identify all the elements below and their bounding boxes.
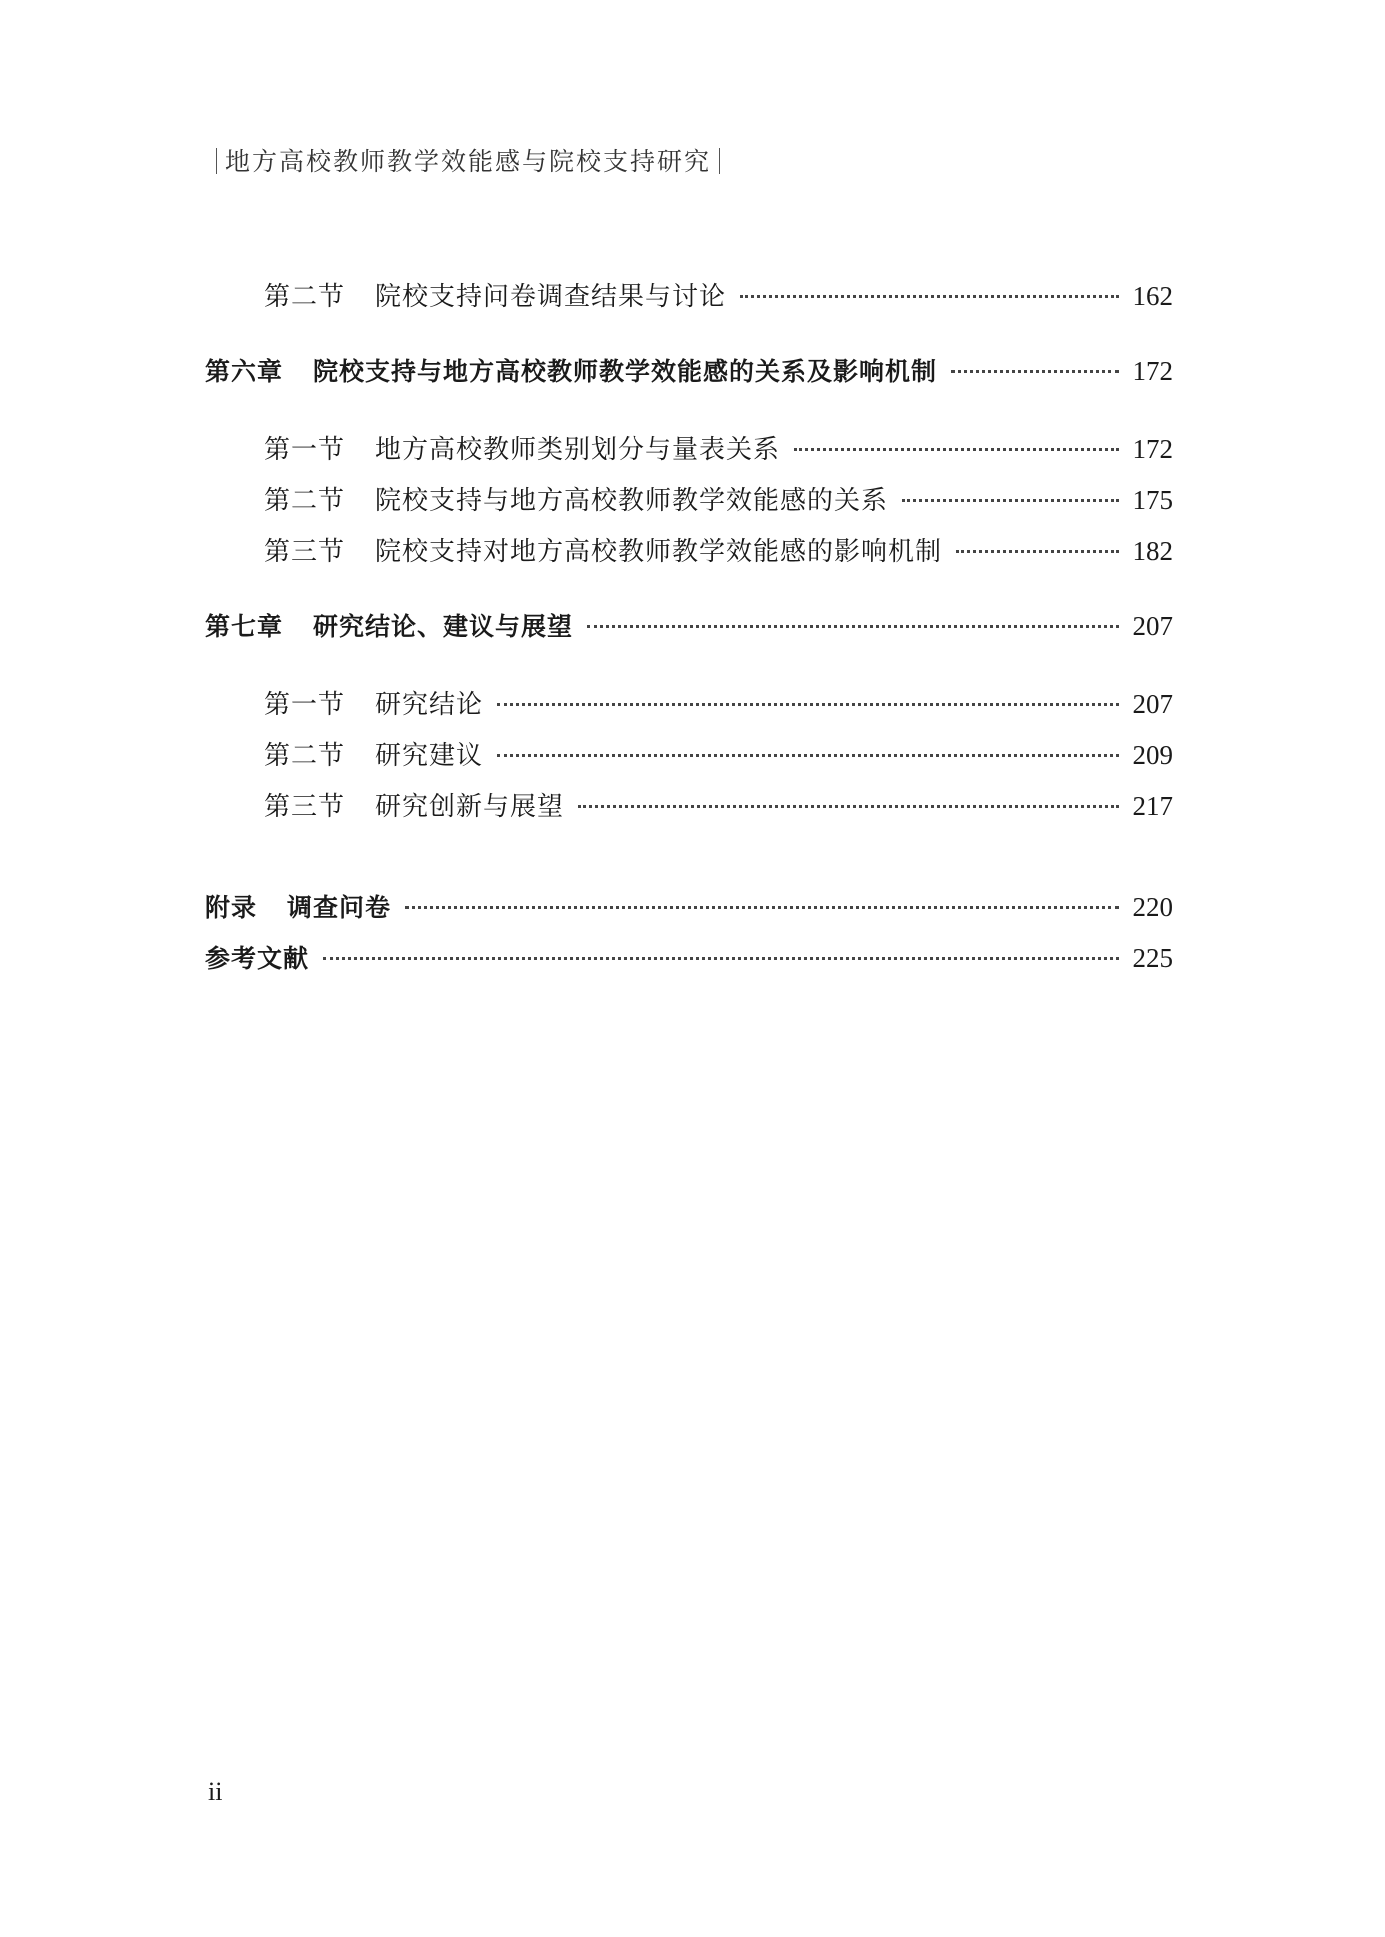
toc-references-entry[interactable]	[205, 939, 1173, 979]
toc-entry-page: 172	[1132, 434, 1173, 464]
toc-entry-title: 研究创新与展望	[375, 792, 565, 822]
toc-entry-title: 院校支持与地方高校教师教学效能感的关系	[375, 486, 889, 516]
toc-entry[interactable]	[264, 429, 1173, 469]
toc-entry-page: 207	[1132, 611, 1173, 641]
dot-leader	[951, 370, 1118, 373]
toc-entry[interactable]	[264, 786, 1173, 826]
dot-leader	[323, 957, 1118, 960]
toc-entry-page: 220	[1132, 892, 1173, 922]
toc-entry-title: 参考文献	[205, 944, 310, 973]
toc-entry-title: 研究建议	[375, 741, 484, 771]
toc-entry-page: 209	[1132, 740, 1173, 770]
toc-entry-label: 第二节	[264, 282, 346, 312]
toc-entry[interactable]	[264, 735, 1173, 775]
running-header	[208, 142, 728, 178]
toc-chapter-entry[interactable]	[205, 352, 1173, 392]
toc-entry-label: 第六章	[205, 357, 284, 386]
toc-entry-title: 调查问卷	[287, 893, 392, 922]
toc-appendix-entry[interactable]	[205, 888, 1173, 928]
toc-entry-label: 第二节	[264, 486, 346, 516]
toc-entry-label: 第三节	[264, 537, 346, 567]
toc-entry-title: 院校支持与地方高校教师教学效能感的关系及影响机制	[313, 357, 938, 386]
toc-entry-page: 162	[1132, 281, 1173, 311]
toc-entry-label: 第一节	[264, 690, 346, 720]
toc-entry[interactable]	[264, 684, 1173, 724]
toc-entry[interactable]	[264, 531, 1173, 571]
toc-entry-label: 第一节	[264, 435, 346, 465]
dot-leader	[956, 550, 1118, 553]
dot-leader	[740, 295, 1118, 298]
page-number: ii	[208, 1777, 223, 1806]
toc-entry-page: 175	[1132, 485, 1173, 515]
toc-entry-page: 207	[1132, 689, 1173, 719]
toc-entry-label: 第七章	[205, 612, 284, 641]
toc-entry-page: 182	[1132, 536, 1173, 566]
toc-entry-title: 地方高校教师类别划分与量表关系	[375, 435, 781, 465]
dot-leader	[497, 703, 1118, 706]
toc-entry-title: 院校支持问卷调查结果与讨论	[375, 282, 727, 312]
toc-entry-title: 研究结论、建议与展望	[313, 612, 574, 641]
dot-leader	[587, 625, 1118, 628]
header-rule-right	[719, 148, 720, 174]
toc-entry[interactable]	[264, 480, 1173, 520]
dot-leader	[578, 805, 1118, 808]
dot-leader	[794, 448, 1118, 451]
toc-entry-page: 225	[1132, 943, 1173, 973]
dot-leader	[405, 906, 1118, 909]
running-header-title: 地方高校教师教学效能感与院校支持研究	[225, 147, 712, 176]
toc-entry-title: 研究结论	[375, 690, 484, 720]
toc-entry-title: 院校支持对地方高校教师教学效能感的影响机制	[375, 537, 943, 567]
toc-entry-label: 第三节	[264, 792, 346, 822]
toc-entry-page: 172	[1132, 356, 1173, 386]
dot-leader	[902, 499, 1118, 502]
toc-entry[interactable]	[264, 276, 1173, 316]
toc-entry-label: 附录	[205, 893, 258, 922]
toc-entry-page: 217	[1132, 791, 1173, 821]
header-rule-left	[216, 148, 217, 174]
dot-leader	[497, 754, 1118, 757]
toc-entry-label: 第二节	[264, 741, 346, 771]
toc-chapter-entry[interactable]	[205, 607, 1173, 647]
